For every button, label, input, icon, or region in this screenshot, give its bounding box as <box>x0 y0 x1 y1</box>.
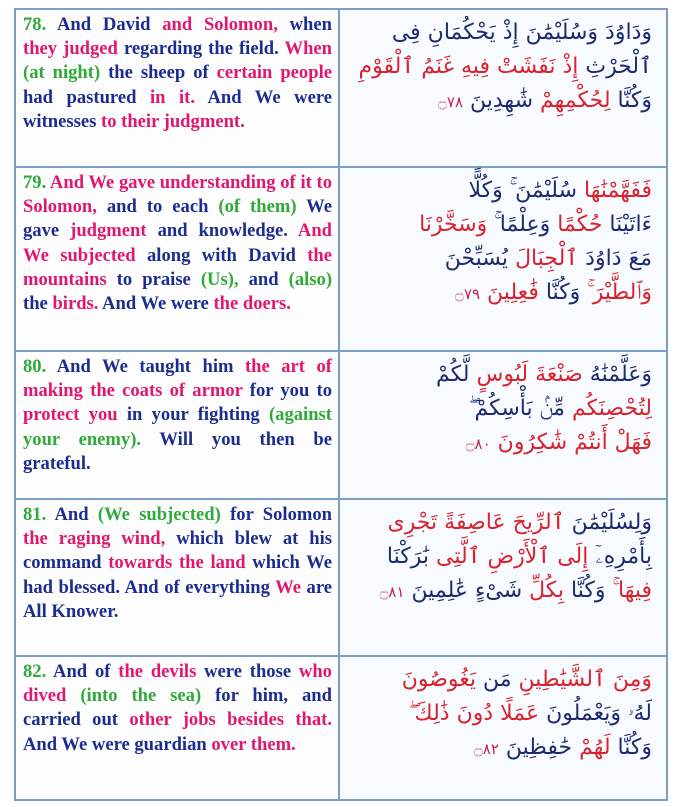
arabic-segment: وَكُنَّا <box>538 280 588 305</box>
arabic-segment: صَنْعَةَ لَبُوسٍ <box>476 362 583 387</box>
arabic-line <box>354 663 652 697</box>
arabic-segment: بِكُلِّ <box>529 578 565 603</box>
translation-segment: and Solomon, <box>162 14 278 35</box>
arabic-segment: حَٰفِظِينَ <box>498 735 580 760</box>
translation-segment: the art of making the coats of armor <box>23 356 332 402</box>
arabic-segment: سُلَيْمَٰنَ ۚ وَكُلًّا <box>468 178 578 203</box>
translation-segment: And of <box>46 661 119 682</box>
translation-segment: which We had blessed. And of everything <box>23 552 333 598</box>
arabic-line <box>354 174 652 208</box>
arabic-segment: ءَاتَيْنَا <box>602 212 652 237</box>
arabic-segment: وَلِسُلَيْمَٰنَ <box>564 510 652 535</box>
translation-segment: (of them) <box>218 196 297 218</box>
translation-segment: to praise <box>106 268 201 290</box>
arabic-segment: بِأَمْرِهِۦٓ <box>588 544 652 569</box>
translation-segment: (We subjected) <box>97 504 221 525</box>
arabic-text <box>340 10 666 166</box>
ayah-number-marker: ۝٨١ <box>379 583 405 601</box>
translation-segment: And We were witnesses <box>23 86 332 132</box>
verse-row <box>16 352 666 500</box>
arabic-segment: وَسَخَّرْنَا <box>419 212 488 237</box>
arabic-line <box>354 392 652 426</box>
translation-segment: and to each <box>96 196 219 218</box>
verse-number: 78. <box>23 14 47 35</box>
translation-segment: the doers. <box>213 293 291 315</box>
translation-segment: certain people <box>216 62 332 84</box>
translation-segment: And We were guardian <box>23 733 212 755</box>
arabic-segment: لَّكُمْ <box>436 362 477 387</box>
arabic-segment: لِحُكْمِهِمْ <box>540 88 611 113</box>
english-translation <box>16 657 340 799</box>
translation-segment: (at night) <box>23 62 101 84</box>
translation-segment: had pastured <box>23 86 150 108</box>
translation-segment: protect you <box>23 404 118 426</box>
translation-segment: for you to <box>242 380 333 402</box>
verse-table <box>14 8 668 801</box>
translation-segment: in your fighting <box>117 404 269 426</box>
arabic-line <box>354 50 652 84</box>
translation-segment: and <box>238 268 289 290</box>
translation-segment: And We taught him <box>46 356 245 377</box>
arabic-segment: ٱلرِّيحَ عَاصِفَةً تَجْرِى <box>387 510 565 535</box>
translation-segment: Will you then be grateful. <box>23 428 332 474</box>
arabic-line <box>354 84 652 119</box>
arabic-line <box>354 540 652 574</box>
arabic-segment: وَعِلْمًا ۚ <box>487 212 558 237</box>
arabic-segment: فِيهَا ۚ <box>612 578 652 603</box>
translation-segment: for him, and carried out <box>23 685 332 731</box>
translation-segment: (Us), <box>200 268 239 290</box>
ayah-number-marker: ۝٧٨ <box>438 93 464 111</box>
english-translation <box>16 352 340 498</box>
arabic-line <box>354 426 652 461</box>
arabic-segment: لِتُحْصِنَكُم <box>571 396 652 421</box>
translation-segment: (into the sea) <box>66 685 202 707</box>
arabic-segment: وَكُنَّا <box>610 735 652 760</box>
translation-segment: over them. <box>211 733 296 755</box>
arabic-segment: لَهُۥ وَيَعْمَلُونَ <box>539 701 652 726</box>
translation-segment: towards the land <box>108 552 246 574</box>
arabic-line <box>354 208 652 242</box>
verse-row <box>16 657 666 799</box>
translation-segment: We <box>275 576 301 598</box>
translation-segment: And We were <box>98 293 214 315</box>
arabic-segment: وَعَلَّمْنَٰهُ <box>582 362 652 387</box>
translation-segment: And We gave understanding of it to Solomon, <box>23 172 332 218</box>
translation-segment: birds. <box>52 293 99 315</box>
arabic-line <box>354 697 652 731</box>
arabic-text <box>340 500 666 655</box>
translation-segment: And We subjected <box>23 220 333 266</box>
arabic-line <box>354 574 652 609</box>
arabic-line <box>354 731 652 766</box>
english-translation <box>16 10 340 166</box>
translation-segment: who dived <box>23 661 332 707</box>
translation-segment: judgment <box>70 220 147 242</box>
arabic-segment: عَمَلًا دُونَ ذَٰلِكَ ۖ <box>409 701 540 726</box>
translation-segment: We gave <box>23 196 332 242</box>
arabic-segment: حُكْمًا <box>557 212 603 237</box>
arabic-segment: وَمِنَ ٱلشَّيَٰطِينِ <box>511 667 652 692</box>
arabic-segment: شَٰهِدِينَ <box>463 88 540 113</box>
arabic-line <box>354 242 652 276</box>
translation-segment: and knowledge. <box>146 220 298 242</box>
translation-segment: (also) <box>288 268 333 290</box>
arabic-segment: مِّنۢ بَأْسِكُمْ ۖ <box>469 396 572 421</box>
arabic-segment: فَهَلْ أَنتُمْ شَٰكِرُونَ <box>490 430 652 455</box>
arabic-line <box>354 16 652 50</box>
verse-row <box>16 500 666 657</box>
arabic-segment: وَدَاوُدَ وَسُلَيْمَٰنَ إِذْ يَحْكُمَانِ فِى <box>391 20 652 45</box>
arabic-segment: لَهُمْ <box>579 735 611 760</box>
translation-segment: they judged <box>23 38 118 60</box>
translation-segment: regarding the field. <box>117 38 285 60</box>
arabic-segment: يَغُوصُونَ <box>401 667 477 692</box>
translation-segment: the sheep of <box>100 62 217 84</box>
arabic-text <box>340 657 666 799</box>
arabic-segment: فَفَهَّمْنَٰهَا <box>577 178 652 203</box>
translation-segment: when <box>277 14 332 35</box>
translation-segment: which blew at his command <box>23 528 332 574</box>
arabic-segment: إِلَى ٱلْأَرْضِ ٱلَّتِى <box>435 544 589 569</box>
translation-segment: And <box>46 504 98 525</box>
arabic-segment: مَن <box>476 667 512 692</box>
translation-segment: the devils <box>118 661 197 682</box>
verse-number: 82. <box>23 661 47 682</box>
verse-row <box>16 168 666 352</box>
verse-number: 80. <box>23 356 47 377</box>
arabic-segment: وَكُنَّا <box>610 88 652 113</box>
ayah-number-marker: ۝٧٩ <box>455 285 481 303</box>
translation-segment: the <box>23 293 53 315</box>
translation-segment: other jobs besides that. <box>129 709 332 731</box>
arabic-line <box>354 506 652 540</box>
arabic-segment: يُسَبِّحْنَ <box>444 246 516 271</box>
translation-segment: (against your enemy). <box>23 404 332 450</box>
ayah-number-marker: ۝٨٢ <box>474 740 499 758</box>
verse-number: 81. <box>23 504 47 525</box>
arabic-segment: بَٰرَكْنَا <box>386 544 436 569</box>
translation-segment: for Solomon <box>220 504 332 525</box>
translation-segment: to their judgment. <box>101 110 245 132</box>
translation-segment: the mountains <box>23 244 332 290</box>
arabic-segment: مَعَ دَاوُدَ <box>578 246 652 271</box>
arabic-text <box>340 168 666 350</box>
arabic-segment: فَٰعِلِينَ <box>480 280 539 305</box>
translation-segment: along with David <box>135 244 308 266</box>
english-translation <box>16 500 340 655</box>
arabic-segment: وَٱلطَّيْرَ ۚ <box>587 280 652 305</box>
arabic-segment: ٱلْحَرْثِ <box>578 54 652 79</box>
translation-segment: When <box>284 38 332 60</box>
arabic-line <box>354 276 652 311</box>
translation-segment: the raging wind, <box>23 528 166 550</box>
arabic-text <box>340 352 666 498</box>
arabic-line <box>354 358 652 392</box>
english-translation <box>16 168 340 350</box>
ayah-number-marker: ۝٨٠ <box>465 435 491 453</box>
arabic-segment: وَكُنَّا <box>564 578 613 603</box>
verse-number: 79. <box>23 172 47 193</box>
arabic-segment: ٱلْجِبَالَ <box>515 246 579 271</box>
translation-segment: were those <box>196 661 299 682</box>
arabic-segment: شَىْءٍ عَٰلِمِينَ <box>404 578 530 603</box>
arabic-segment: إِذْ نَفَشَتْ فِيهِ غَنَمُ ٱلْقَوْمِ <box>358 54 579 79</box>
translation-segment: And David <box>46 14 163 35</box>
translation-segment: in it. <box>149 86 195 108</box>
translation-segment: are All Knower. <box>23 576 332 622</box>
verse-row <box>16 10 666 168</box>
